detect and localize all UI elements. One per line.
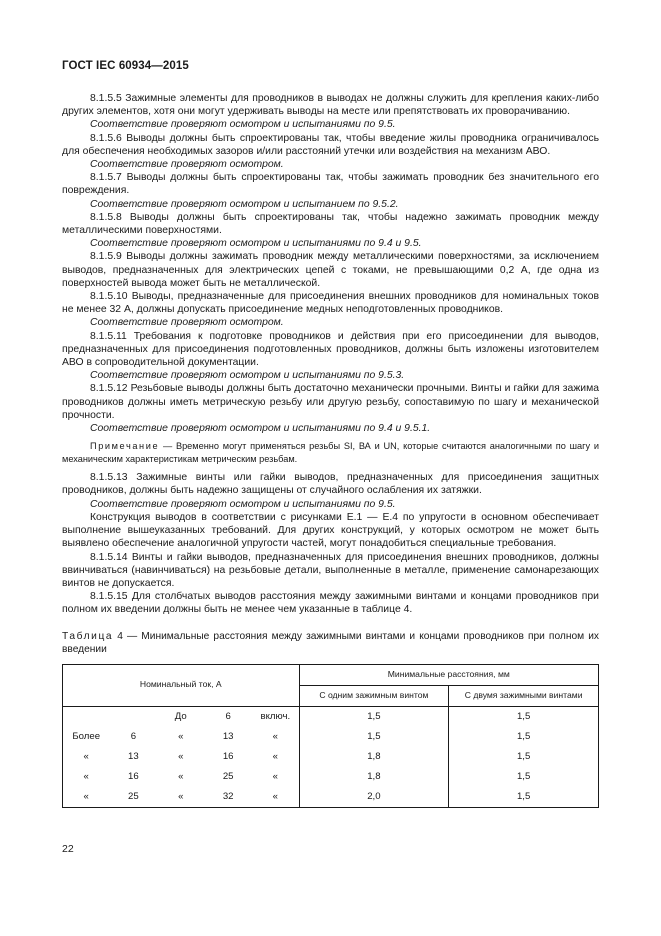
clause-paragraph: 8.1.5.10 Выводы, предназначенные для присоединения внешних проводников для номинальных токов не менее 32 А, должны допускать присоединение медных неподготовленных проводников. <box>62 291 599 316</box>
current-cell: 25 <box>222 770 234 782</box>
clause-paragraph: 8.1.5.15 Для столбчатых выводов расстояния между зажимными винтами и концами проводников при полном их введении должны быть не менее чем указанные в таблице 4. <box>62 591 599 616</box>
header-min-distance: Минимальные расстояния, мм <box>299 664 598 685</box>
clause-paragraph: 8.1.5.8 Выводы должны быть спроектированы так, чтобы надежно зажимать проводник между металлическими поверхностями. <box>62 211 599 237</box>
current-cell: « <box>63 787 110 808</box>
current-cell: включ. <box>260 710 291 722</box>
compliance-note: Соответствие проверяют осмотром. <box>90 159 284 171</box>
current-cell: 6 <box>225 710 231 722</box>
distance-cell: 1,5 <box>299 706 449 727</box>
current-cell: « <box>178 730 184 742</box>
table-4 <box>62 664 599 808</box>
distance-cell: 1,5 <box>449 727 599 747</box>
note-text: — Временно могут применяться резьбы SI, ВА и UN, которые считаются аналогичными по шагу и механическим характеристикам метрическим резьбам. <box>62 441 599 465</box>
current-cell <box>63 706 110 727</box>
clause-paragraph: 8.1.5.9 Выводы должны зажимать проводник между металлическими поверхностями, за исключением выводов, предназначенных для электрических цепей с токами, не превышающими 0,2 А, где одна из поверхностей вывода может быть не металлической. <box>62 251 599 289</box>
compliance-note: Соответствие проверяют осмотром и испытаниями по 9.4 и 9.5. <box>90 238 422 250</box>
table-row <box>63 747 599 767</box>
compliance-note: Соответствие проверяют осмотром и испытанием по 9.5.2. <box>90 198 399 210</box>
clauses-block-2 <box>62 471 599 616</box>
table-row <box>63 767 599 787</box>
clause-paragraph: 8.1.5.7 Выводы должны быть спроектированы так, чтобы зажимать проводник без значительного его повреждения. <box>62 172 599 197</box>
distance-cell: 1,8 <box>299 747 449 767</box>
current-cell: « <box>157 787 204 808</box>
current-cell: 16 <box>128 770 139 782</box>
current-cell: « <box>252 787 299 808</box>
page-number: 22 <box>62 843 74 855</box>
page-body <box>62 92 599 808</box>
clauses-block-1 <box>62 92 599 435</box>
current-cell: « <box>63 747 110 767</box>
distance-cell: 1,5 <box>449 787 599 808</box>
distance-cell: 2,0 <box>299 787 449 808</box>
distance-cell: 1,5 <box>449 747 599 767</box>
current-cell: 13 <box>222 730 234 742</box>
distance-cell: 1,8 <box>299 767 449 787</box>
current-cell: До <box>174 710 187 722</box>
current-cell: 13 <box>128 750 139 762</box>
clause-paragraph: 8.1.5.13 Зажимные винты или гайки выводов, предназначенных для присоединения защитных проводников, должны быть надежно защищены от случайного ослабления их затяжки. <box>62 472 599 497</box>
clause-paragraph: 8.1.5.14 Винты и гайки выводов, предназначенных для присоединения внешних проводников, должны ввинчиваться (навинчиваться) на резьбовые детали, выполненные в металле, применение самонарезающих винтов не допускается. <box>62 551 599 589</box>
clause-paragraph: Конструкция выводов в соответствии с рисунками Е.1 — Е.4 по упругости в основном обеспечивает выполнение вышеуказанных требований. Для других конструкций, у которых осмотром не может быть выявлено обеспечение аналогичной упругости частей, могут понадобиться специальные требования. <box>62 511 599 550</box>
note-label: Примечание <box>90 441 160 452</box>
distance-cell: 1,5 <box>299 727 449 747</box>
compliance-note: Соответствие проверяют осмотром и испытаниями по 9.5. <box>90 498 396 510</box>
current-cell: « <box>272 730 278 742</box>
current-cell: 16 <box>222 750 234 762</box>
compliance-note: Соответствие проверяют осмотром и испытаниями по 9.4 и 9.5.1. <box>90 423 431 435</box>
header-rated-current: Номинальный ток, А <box>63 664 300 706</box>
current-cell <box>109 706 157 727</box>
current-cell: « <box>272 770 278 782</box>
current-cell: « <box>178 770 184 782</box>
distance-cell: 1,5 <box>449 767 599 787</box>
table-row <box>63 787 599 808</box>
current-cell: 6 <box>130 730 137 742</box>
current-cell: 25 <box>109 787 157 808</box>
compliance-note: Соответствие проверяют осмотром. <box>90 317 284 329</box>
current-cell: « <box>63 767 110 787</box>
distance-cell: 1,5 <box>449 706 599 727</box>
note <box>62 440 599 466</box>
table-caption-text: 4 — Минимальные расстояния между зажимными винтами и концами проводников при полном их введении <box>62 630 599 655</box>
current-cell: 32 <box>204 787 252 808</box>
current-cell: « <box>272 750 278 762</box>
header-one-screw: С одним зажимным винтом <box>299 685 449 706</box>
table-row <box>63 727 599 747</box>
clause-paragraph: 8.1.5.6 Выводы должны быть спроектированы так, чтобы введение жилы проводника ограничивалось для обеспечения необходимых зазоров и/или расстояний утечки или воздействия на механизм АВО. <box>62 132 599 157</box>
table-caption <box>62 630 599 656</box>
table-body <box>63 706 599 807</box>
current-cell: « <box>178 750 184 762</box>
compliance-note: Соответствие проверяют осмотром и испытаниями по 9.5. <box>90 119 396 131</box>
clause-paragraph: 8.1.5.11 Требования к подготовке проводников и действия при его присоединении для выводов, предназначенных для присоединения подготовленных проводников, должны быть изложены изготовителем АВО в сопроводительной документации. <box>62 330 599 369</box>
compliance-note: Соответствие проверяют осмотром и испытаниями по 9.5.3. <box>90 370 405 382</box>
table-row <box>63 706 599 727</box>
clause-paragraph: 8.1.5.12 Резьбовые выводы должны быть достаточно механически прочными. Винты и гайки для зажима проводников должны иметь метрическую резьбу или другую резьбу, сопоставимую по шагу и механической прочности. <box>62 383 599 421</box>
clause-paragraph: 8.1.5.5 Зажимные элементы для проводников в выводах не должны служить для крепления каких-либо других элементов, хотя они могут удерживать выводы на месте или препятствовать их проворачиванию. <box>62 93 599 118</box>
current-cell: Более <box>63 727 110 747</box>
table-caption-label: Таблица <box>62 630 114 642</box>
document-header: ГОСТ IEC 60934—2015 <box>62 60 189 72</box>
header-two-screws: С двумя зажимными винтами <box>449 685 599 706</box>
